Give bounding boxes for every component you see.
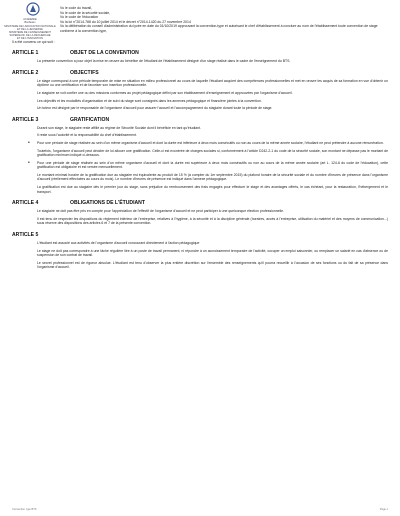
article-number: ARTICLE 4 xyxy=(12,200,39,207)
paragraph: L'étudiant est associé aux activités de l'organisme d'accueil concourant directement à l'action pédagogique xyxy=(37,241,200,246)
article-heading xyxy=(12,232,388,238)
logo-line: SUPERIEUR, DE LA RECHERCHE xyxy=(9,34,51,37)
logo-line: ACADEMIE xyxy=(23,18,37,21)
intro-text: Il a été convenu ce qui suit : xyxy=(12,39,55,44)
paragraph: La présente convention a pour objet la mise en œuvre au bénéfice de l'étudiant de l'établissement désigné d'un stage réalisé dans le cadre de l'enseignement du BTS. xyxy=(37,59,291,64)
paragraph: Il est tenu de respecter les dispositions du règlement intérieur de l'entreprise, relatives à l'hygiène, à la sécurité et à la discipline générale (horaires, accès à l'entreprise, utilisation du matériel et des moyens de communication...) sous réserve des dispositions des articles 6 et 7 de la présente convention. xyxy=(37,216,388,226)
article-heading xyxy=(12,200,388,206)
logo-line: MINISTERE DE L'ENSEIGNEMENT xyxy=(9,31,51,34)
logo-line: Bordeaux xyxy=(24,21,36,24)
legal-reference: Vu le code de l'éducation xyxy=(60,15,99,20)
logo-line: ET DE L'INNOVATION xyxy=(16,37,43,40)
article-heading xyxy=(12,50,388,56)
article-number: ARTICLE 1 xyxy=(12,50,39,57)
paragraph: Toutefois, l'organisme d'accueil peut décider de lui allouer une gratification. Celle-ci est exonérée de charges sociales si, conformément à l'article D242-2-1 du code de la sécurité sociale, son montant ne dépasse pas le montant de gratification minimum indiqué ci-dessous. xyxy=(37,148,388,158)
footer-right: Page 1 xyxy=(379,508,388,511)
paragraph: Le montant minimal horaire de la gratification due au stagiaire est équivalente au produit de 15 % (à compter du 1er septembre 2015) du plafond horaire de la sécurité sociale et du nombre d'heures de présence dans l'organisme d'accueil (réellement effectuées au cours du mois). Le nombre d'heures de présence est indiqué dans l'annexe pédagogique. xyxy=(37,172,388,182)
bullet-item: • Pour une période de stage réalisée au sein d'un même organisme d'accueil et dont la durée est supérieure à deux mois consécutifs ou non au cours de la même année scolaire (art L. 124-6 du code de l'éducation), cette gratification est obligatoire et est versée mensuellement. xyxy=(37,161,388,170)
article-title: GRATIFICATION xyxy=(70,116,110,123)
logo-line: ET DE LA JEUNESSE xyxy=(17,28,43,31)
paragraph: Le stagiaire se voit confier une ou des missions conformes au projet pédagogique défini par son établissement d'enseignement et approuvées par l'organisme d'accueil. xyxy=(37,90,293,95)
article-number: ARTICLE 5 xyxy=(12,232,39,239)
paragraph: Un tuteur est désigné par le responsable de l'organisme d'accueil pour assurer l'accueil et l'accompagnement du stagiaire durant toute la période de stage. xyxy=(37,106,273,111)
article-heading xyxy=(12,117,388,123)
paragraph: Le stagiaire ne doit pas être pris en compte pour l'appréciation de l'effectif de l'organisme d'accueil et ne peut participer à une quelconque élection professionnelle. xyxy=(37,209,284,214)
legal-reference: Vu le code du travail, xyxy=(60,6,92,10)
legal-references xyxy=(60,6,388,34)
paragraph: Durant son stage, le stagiaire reste affilié au régime de Sécurité Sociale dont il bénéficie en tant qu'étudiant. xyxy=(37,125,201,130)
legal-reference: Vu la délibération du conseil d'administration du lycée en date du 01/10/2019 approuvant la convention-type et autorisant le chef d'établissement à conclure au nom de l'établissement toute convention de stage conforme à la convention-type, xyxy=(60,24,378,33)
paragraph: Le stage correspond à une période temporaire de mise en situation en milieu professionnel au cours de laquelle l'étudiant acquiert des compétences professionnelles et met en œuvre les acquis de sa formation en vue d'obtenir un diplôme ou une certification et de favoriser son insertion professionnelle. xyxy=(37,78,388,88)
logo-line: MINISTERE DE L'EDUCATION NATIONALE xyxy=(4,25,56,28)
article-number: ARTICLE 2 xyxy=(12,69,39,76)
footer-left: Convention type BTS xyxy=(12,508,37,511)
page-footer xyxy=(12,508,388,511)
paragraph: Il reste sous l'autorité et la responsabilité du chef d'établissement. xyxy=(37,133,137,138)
article-title: OBJET DE LA CONVENTION xyxy=(70,50,139,57)
convention-document xyxy=(12,6,388,273)
article-number: ARTICLE 3 xyxy=(12,116,39,123)
article-title: OBJECTIFS xyxy=(70,69,99,76)
paragraph: La gratification est due au stagiaire dès le premier jour du stage, sans préjudice du remboursement des frais engagés pour effectuer le stage et des avantages offerts, le cas échéant, pour la restauration, l'hébergement et le transport. xyxy=(37,185,388,194)
bullet-item: • Pour une période de stage réalisée au sein d'un même organisme d'accueil et dont la durée est inférieure à deux mois consécutifs ou non au cours de la même année scolaire, l'étudiant ne peut prétendre à aucune rémunération. xyxy=(37,141,388,146)
paragraph: Le stage ne doit pas correspondre à une tâche régulière liée à un poste de travail permanent, ni répondre à un accroissement temporaire de l'activité, occuper un emploi saisonnier, ou remplacer un salarié en cas d'absence ou de suspension de son contrat de travail. xyxy=(37,248,388,258)
legal-reference: Vu la loi n°2014-788 du 10 juillet 2014 et le décret n°2014-1420 du 27 novembre 2014 xyxy=(60,19,191,24)
article-heading xyxy=(12,70,388,76)
article-title: OBLIGATIONS DE L'ÉTUDIANT xyxy=(70,200,145,207)
legal-reference: Vu le code de la sécurité sociale, xyxy=(60,10,111,15)
paragraph: Le secret professionnel est de rigueur absolue. L'étudiant est tenu d'observer la plus entière discrétion sur l'ensemble des renseignements qu'il pourra recueillir à l'occasion de ses fonctions ou du fait de sa présence dans l'organisme d'accueil. xyxy=(37,260,388,270)
paragraph: Les objectifs et les modalités d'organisation et de suivi du stage sont consignés dans les annexes pédagogique et financière jointes à la convention. xyxy=(37,98,262,103)
